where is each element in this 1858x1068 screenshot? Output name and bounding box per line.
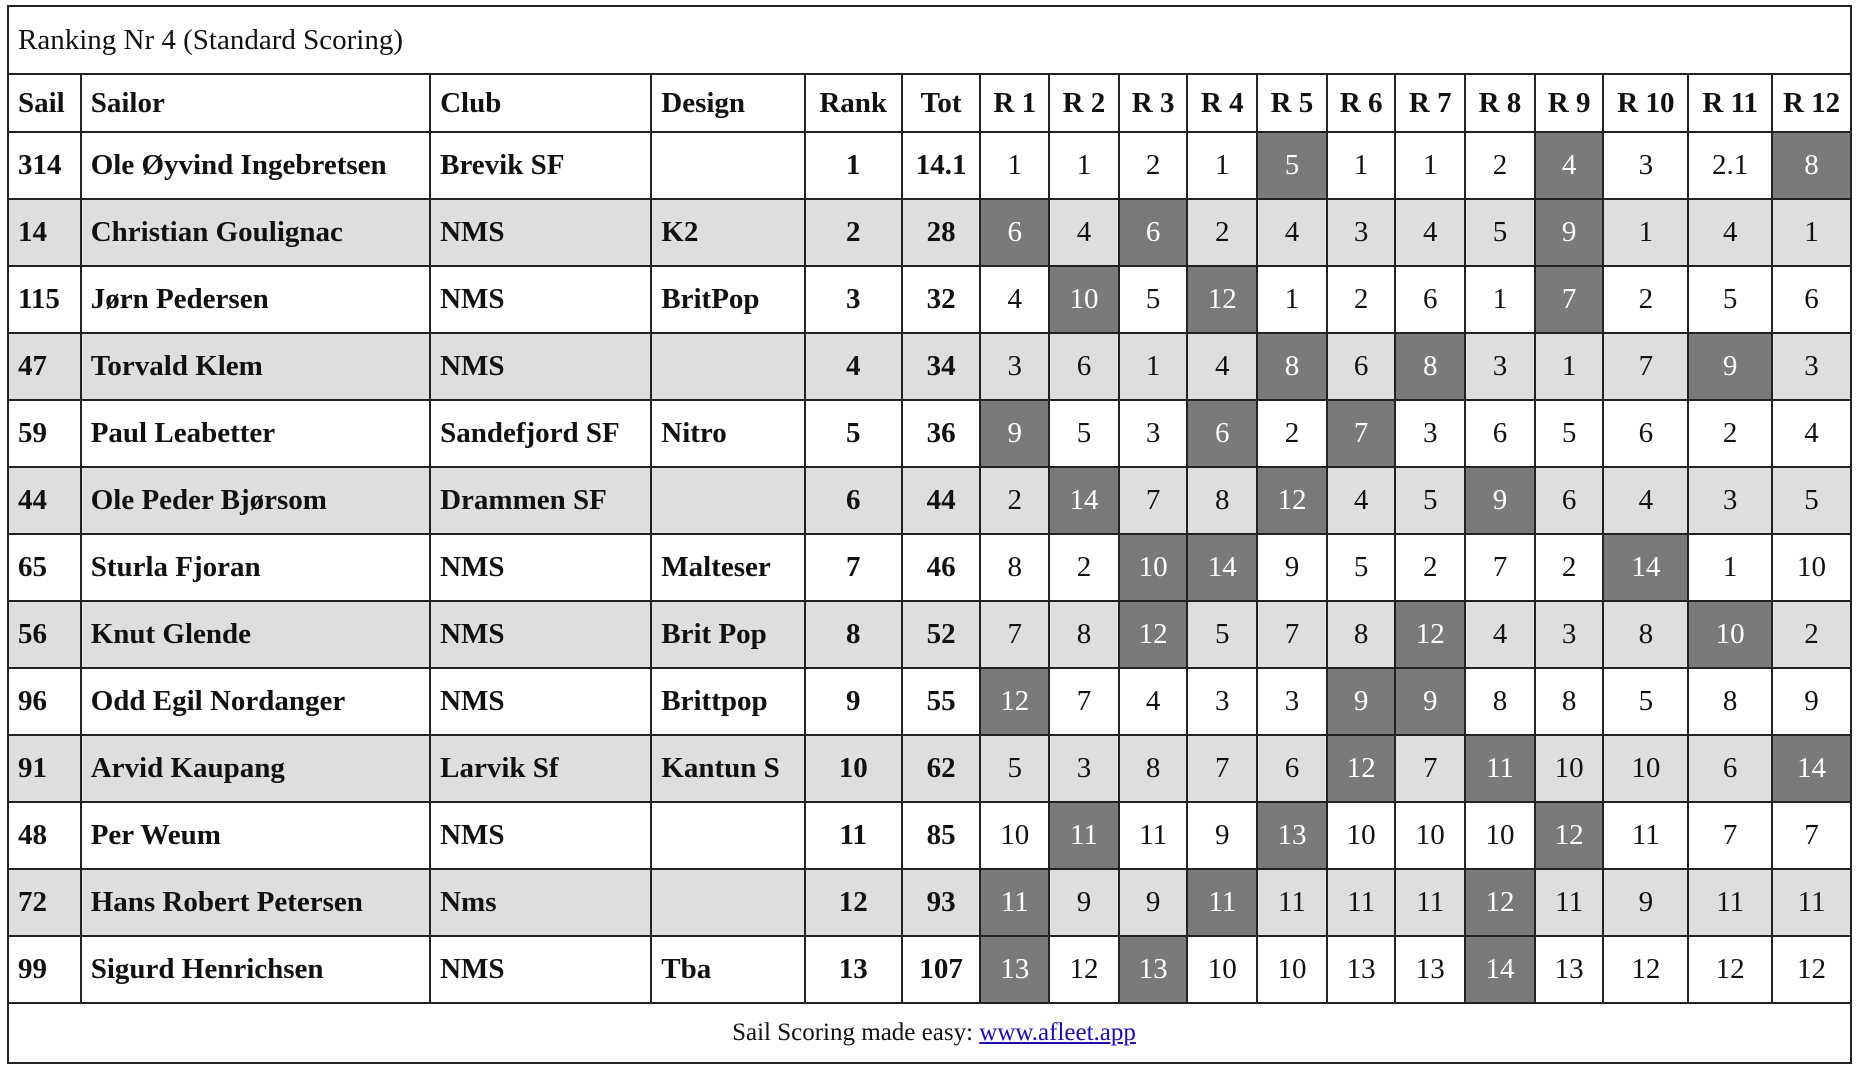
race-score: 7	[1049, 668, 1119, 735]
race-score-discarded: 12	[1535, 802, 1604, 869]
race-score: 4	[1465, 601, 1535, 668]
race-score: 1	[1535, 333, 1604, 400]
race-score-discarded: 9	[1395, 668, 1465, 735]
design-cell: Nitro	[651, 400, 804, 467]
race-score: 5	[1327, 534, 1396, 601]
sail-cell: 47	[8, 333, 81, 400]
sail-cell: 99	[8, 936, 81, 1003]
tot-cell: 107	[902, 936, 981, 1003]
header-rank: Rank	[805, 74, 902, 132]
sailor-cell: Arvid Kaupang	[81, 735, 430, 802]
race-score: 7	[1688, 802, 1772, 869]
club-cell: Drammen SF	[430, 467, 651, 534]
race-score-discarded: 12	[1395, 601, 1465, 668]
race-score: 5	[1395, 467, 1465, 534]
race-score: 7	[1119, 467, 1188, 534]
race-score: 4	[1257, 199, 1327, 266]
race-score: 5	[1049, 400, 1119, 467]
club-cell: NMS	[430, 199, 651, 266]
race-score: 6	[1688, 735, 1772, 802]
rank-cell: 1	[805, 132, 902, 199]
race-score: 11	[1535, 869, 1604, 936]
header-sail: Sail	[8, 74, 81, 132]
race-score: 2	[1535, 534, 1604, 601]
header-club: Club	[430, 74, 651, 132]
table-row	[8, 869, 1851, 936]
club-cell: Sandefjord SF	[430, 400, 651, 467]
race-score-discarded: 4	[1535, 132, 1604, 199]
table-body	[8, 132, 1851, 1003]
race-score: 1	[1049, 132, 1119, 199]
rank-cell: 11	[805, 802, 902, 869]
race-score: 10	[1327, 802, 1396, 869]
race-score-discarded: 9	[1535, 199, 1604, 266]
race-score-discarded: 12	[1187, 266, 1257, 333]
design-cell: Brit Pop	[651, 601, 804, 668]
sail-cell: 314	[8, 132, 81, 199]
tot-cell: 55	[902, 668, 981, 735]
race-score: 4	[980, 266, 1049, 333]
race-score: 12	[1688, 936, 1772, 1003]
rank-cell: 13	[805, 936, 902, 1003]
race-score: 7	[1603, 333, 1688, 400]
race-score: 6	[1049, 333, 1119, 400]
race-score: 8	[1327, 601, 1396, 668]
rank-cell: 12	[805, 869, 902, 936]
club-cell: NMS	[430, 668, 651, 735]
sailor-cell: Jørn Pedersen	[81, 266, 430, 333]
design-cell: Malteser	[651, 534, 804, 601]
race-score-discarded: 12	[1465, 869, 1535, 936]
race-score: 6	[1603, 400, 1688, 467]
club-cell: NMS	[430, 534, 651, 601]
race-score: 2	[1603, 266, 1688, 333]
header-race-9: R 9	[1535, 74, 1604, 132]
race-score-discarded: 14	[1049, 467, 1119, 534]
race-score-discarded: 12	[1119, 601, 1188, 668]
race-score: 10	[980, 802, 1049, 869]
tot-cell: 32	[902, 266, 981, 333]
header-race-7: R 7	[1395, 74, 1465, 132]
rank-cell: 2	[805, 199, 902, 266]
race-score-discarded: 8	[1772, 132, 1851, 199]
sail-cell: 48	[8, 802, 81, 869]
race-score: 10	[1465, 802, 1535, 869]
race-score: 4	[1688, 199, 1772, 266]
race-score-discarded: 12	[1257, 467, 1327, 534]
race-score: 7	[980, 601, 1049, 668]
rank-cell: 9	[805, 668, 902, 735]
design-cell	[651, 467, 804, 534]
race-score: 5	[1535, 400, 1604, 467]
race-score: 11	[1395, 869, 1465, 936]
tot-cell: 28	[902, 199, 981, 266]
sailor-cell: Christian Goulignac	[81, 199, 430, 266]
race-score: 11	[1772, 869, 1851, 936]
title-row	[8, 6, 1851, 74]
race-score: 3	[1688, 467, 1772, 534]
tot-cell: 93	[902, 869, 981, 936]
sailor-cell: Ole Øyvind Ingebretsen	[81, 132, 430, 199]
race-score: 3	[1603, 132, 1688, 199]
race-score-discarded: 8	[1395, 333, 1465, 400]
race-score: 5	[1772, 467, 1851, 534]
race-score: 1	[1465, 266, 1535, 333]
race-score: 2	[1187, 199, 1257, 266]
sailor-cell: Torvald Klem	[81, 333, 430, 400]
table-row	[8, 333, 1851, 400]
club-cell: NMS	[430, 333, 651, 400]
race-score-discarded: 14	[1187, 534, 1257, 601]
race-score: 8	[1465, 668, 1535, 735]
race-score: 3	[1049, 735, 1119, 802]
design-cell: Tba	[651, 936, 804, 1003]
design-cell: Brittpop	[651, 668, 804, 735]
race-score: 12	[1603, 936, 1688, 1003]
race-score: 5	[1688, 266, 1772, 333]
sail-cell: 44	[8, 467, 81, 534]
race-score: 12	[1772, 936, 1851, 1003]
race-score: 3	[980, 333, 1049, 400]
race-score: 7	[1187, 735, 1257, 802]
rank-cell: 8	[805, 601, 902, 668]
table-row	[8, 132, 1851, 199]
race-score: 3	[1395, 400, 1465, 467]
race-score-discarded: 7	[1535, 266, 1604, 333]
header-race-3: R 3	[1119, 74, 1188, 132]
race-score: 6	[1257, 735, 1327, 802]
race-score: 4	[1395, 199, 1465, 266]
race-score: 8	[1119, 735, 1188, 802]
race-score-discarded: 14	[1465, 936, 1535, 1003]
race-score: 3	[1535, 601, 1604, 668]
race-score-discarded: 11	[1049, 802, 1119, 869]
race-score-discarded: 11	[1187, 869, 1257, 936]
sail-cell: 72	[8, 869, 81, 936]
race-score: 3	[1257, 668, 1327, 735]
race-score-discarded: 13	[980, 936, 1049, 1003]
rank-cell: 3	[805, 266, 902, 333]
sailor-cell: Hans Robert Petersen	[81, 869, 430, 936]
tot-cell: 62	[902, 735, 981, 802]
rank-cell: 4	[805, 333, 902, 400]
race-score: 1	[1257, 266, 1327, 333]
race-score: 9	[1257, 534, 1327, 601]
race-score: 8	[980, 534, 1049, 601]
race-score-discarded: 10	[1119, 534, 1188, 601]
race-score: 9	[1049, 869, 1119, 936]
race-score: 5	[1603, 668, 1688, 735]
race-score: 9	[1187, 802, 1257, 869]
sailor-cell: Paul Leabetter	[81, 400, 430, 467]
race-score: 10	[1535, 735, 1604, 802]
race-score: 1	[1327, 132, 1396, 199]
race-score: 13	[1327, 936, 1396, 1003]
design-cell	[651, 132, 804, 199]
race-score: 2	[1395, 534, 1465, 601]
sailor-cell: Ole Peder Bjørsom	[81, 467, 430, 534]
race-score: 6	[1772, 266, 1851, 333]
race-score: 2	[1049, 534, 1119, 601]
race-score: 10	[1395, 802, 1465, 869]
race-score: 4	[1187, 333, 1257, 400]
race-score: 10	[1257, 936, 1327, 1003]
race-score: 2	[980, 467, 1049, 534]
race-score: 9	[1772, 668, 1851, 735]
race-score-discarded: 10	[1049, 266, 1119, 333]
table-row	[8, 400, 1851, 467]
race-score: 11	[1119, 802, 1188, 869]
race-score: 11	[1688, 869, 1772, 936]
sailor-cell: Sigurd Henrichsen	[81, 936, 430, 1003]
race-score: 8	[1688, 668, 1772, 735]
sail-cell: 56	[8, 601, 81, 668]
header-race-5: R 5	[1257, 74, 1327, 132]
race-score: 1	[1187, 132, 1257, 199]
race-score-discarded: 9	[980, 400, 1049, 467]
header-design: Design	[651, 74, 804, 132]
sail-cell: 96	[8, 668, 81, 735]
race-score: 7	[1772, 802, 1851, 869]
race-score: 11	[1603, 802, 1688, 869]
sail-cell: 59	[8, 400, 81, 467]
header-race-12: R 12	[1772, 74, 1851, 132]
race-score: 3	[1119, 400, 1188, 467]
race-score: 5	[1119, 266, 1188, 333]
race-score-discarded: 8	[1257, 333, 1327, 400]
race-score-discarded: 13	[1119, 936, 1188, 1003]
table-row	[8, 601, 1851, 668]
race-score-discarded: 9	[1465, 467, 1535, 534]
club-cell: NMS	[430, 936, 651, 1003]
design-cell: K2	[651, 199, 804, 266]
header-race-6: R 6	[1327, 74, 1396, 132]
footer-cell	[8, 1003, 1851, 1063]
race-score: 7	[1257, 601, 1327, 668]
sail-cell: 91	[8, 735, 81, 802]
race-score: 4	[1327, 467, 1396, 534]
club-cell: Brevik SF	[430, 132, 651, 199]
race-score-discarded: 12	[1327, 735, 1396, 802]
race-score: 10	[1603, 735, 1688, 802]
race-score: 9	[1603, 869, 1688, 936]
sail-cell: 14	[8, 199, 81, 266]
race-score: 11	[1257, 869, 1327, 936]
table-title: Ranking Nr 4 (Standard Scoring)	[8, 6, 1851, 74]
race-score: 11	[1327, 869, 1396, 936]
header-race-8: R 8	[1465, 74, 1535, 132]
footer-text: Sail Scoring made easy:	[732, 1019, 980, 1046]
table-row	[8, 199, 1851, 266]
rank-cell: 5	[805, 400, 902, 467]
header-race-2: R 2	[1049, 74, 1119, 132]
race-score: 13	[1535, 936, 1604, 1003]
race-score-discarded: 5	[1257, 132, 1327, 199]
tot-cell: 52	[902, 601, 981, 668]
race-score: 1	[1772, 199, 1851, 266]
tot-cell: 85	[902, 802, 981, 869]
race-score: 4	[1119, 668, 1188, 735]
race-score: 3	[1187, 668, 1257, 735]
race-score-discarded: 11	[1465, 735, 1535, 802]
design-cell	[651, 333, 804, 400]
results-container	[7, 5, 1852, 1064]
race-score: 4	[1772, 400, 1851, 467]
tot-cell: 44	[902, 467, 981, 534]
race-score-discarded: 14	[1772, 735, 1851, 802]
table-row	[8, 735, 1851, 802]
design-cell	[651, 869, 804, 936]
race-score-discarded: 9	[1327, 668, 1396, 735]
sailor-cell: Knut Glende	[81, 601, 430, 668]
race-score: 8	[1603, 601, 1688, 668]
design-cell: BritPop	[651, 266, 804, 333]
race-score-discarded: 12	[980, 668, 1049, 735]
race-score-discarded: 9	[1688, 333, 1772, 400]
rank-cell: 10	[805, 735, 902, 802]
sail-cell: 65	[8, 534, 81, 601]
race-score-discarded: 6	[980, 199, 1049, 266]
tot-cell: 14.1	[902, 132, 981, 199]
race-score: 10	[1772, 534, 1851, 601]
header-race-10: R 10	[1603, 74, 1688, 132]
race-score: 1	[980, 132, 1049, 199]
race-score: 12	[1049, 936, 1119, 1003]
header-tot: Tot	[902, 74, 981, 132]
race-score-discarded: 11	[980, 869, 1049, 936]
race-score: 2	[1119, 132, 1188, 199]
race-score: 1	[1395, 132, 1465, 199]
header-race-4: R 4	[1187, 74, 1257, 132]
club-cell: NMS	[430, 802, 651, 869]
race-score: 2	[1688, 400, 1772, 467]
race-score: 8	[1049, 601, 1119, 668]
design-cell: Kantun S	[651, 735, 804, 802]
race-score-discarded: 14	[1603, 534, 1688, 601]
tot-cell: 46	[902, 534, 981, 601]
race-score: 4	[1603, 467, 1688, 534]
table-row	[8, 668, 1851, 735]
race-score: 4	[1049, 199, 1119, 266]
race-score: 5	[1465, 199, 1535, 266]
header-row	[8, 74, 1851, 132]
race-score-discarded: 7	[1327, 400, 1396, 467]
sailor-cell: Sturla Fjoran	[81, 534, 430, 601]
race-score: 2	[1257, 400, 1327, 467]
table-row	[8, 534, 1851, 601]
table-row	[8, 467, 1851, 534]
race-score: 3	[1772, 333, 1851, 400]
rank-cell: 7	[805, 534, 902, 601]
race-score: 2	[1465, 132, 1535, 199]
race-score: 1	[1603, 199, 1688, 266]
club-cell: Nms	[430, 869, 651, 936]
header-race-11: R 11	[1688, 74, 1772, 132]
race-score: 8	[1535, 668, 1604, 735]
race-score: 1	[1119, 333, 1188, 400]
race-score: 6	[1327, 333, 1396, 400]
race-score: 13	[1395, 936, 1465, 1003]
race-score-discarded: 6	[1187, 400, 1257, 467]
race-score: 5	[1187, 601, 1257, 668]
tot-cell: 34	[902, 333, 981, 400]
race-score: 6	[1395, 266, 1465, 333]
footer-row	[8, 1003, 1851, 1063]
race-score: 2.1	[1688, 132, 1772, 199]
ranking-table	[7, 5, 1852, 1064]
race-score: 10	[1187, 936, 1257, 1003]
race-score: 6	[1535, 467, 1604, 534]
table-row	[8, 802, 1851, 869]
race-score: 9	[1119, 869, 1188, 936]
table-row	[8, 936, 1851, 1003]
sailor-cell: Per Weum	[81, 802, 430, 869]
race-score: 3	[1465, 333, 1535, 400]
club-cell: NMS	[430, 601, 651, 668]
header-race-1: R 1	[980, 74, 1049, 132]
race-score-discarded: 6	[1119, 199, 1188, 266]
race-score: 2	[1772, 601, 1851, 668]
race-score-discarded: 13	[1257, 802, 1327, 869]
race-score: 2	[1327, 266, 1396, 333]
header-sailor: Sailor	[81, 74, 430, 132]
club-cell: Larvik Sf	[430, 735, 651, 802]
race-score: 3	[1327, 199, 1396, 266]
race-score: 7	[1465, 534, 1535, 601]
rank-cell: 6	[805, 467, 902, 534]
club-cell: NMS	[430, 266, 651, 333]
tot-cell: 36	[902, 400, 981, 467]
race-score: 1	[1688, 534, 1772, 601]
race-score-discarded: 10	[1688, 601, 1772, 668]
design-cell	[651, 802, 804, 869]
table-row	[8, 266, 1851, 333]
race-score: 8	[1187, 467, 1257, 534]
afleet-link[interactable]: www.afleet.app	[979, 1019, 1136, 1046]
race-score: 5	[980, 735, 1049, 802]
sailor-cell: Odd Egil Nordanger	[81, 668, 430, 735]
sail-cell: 115	[8, 266, 81, 333]
race-score: 6	[1465, 400, 1535, 467]
race-score: 7	[1395, 735, 1465, 802]
